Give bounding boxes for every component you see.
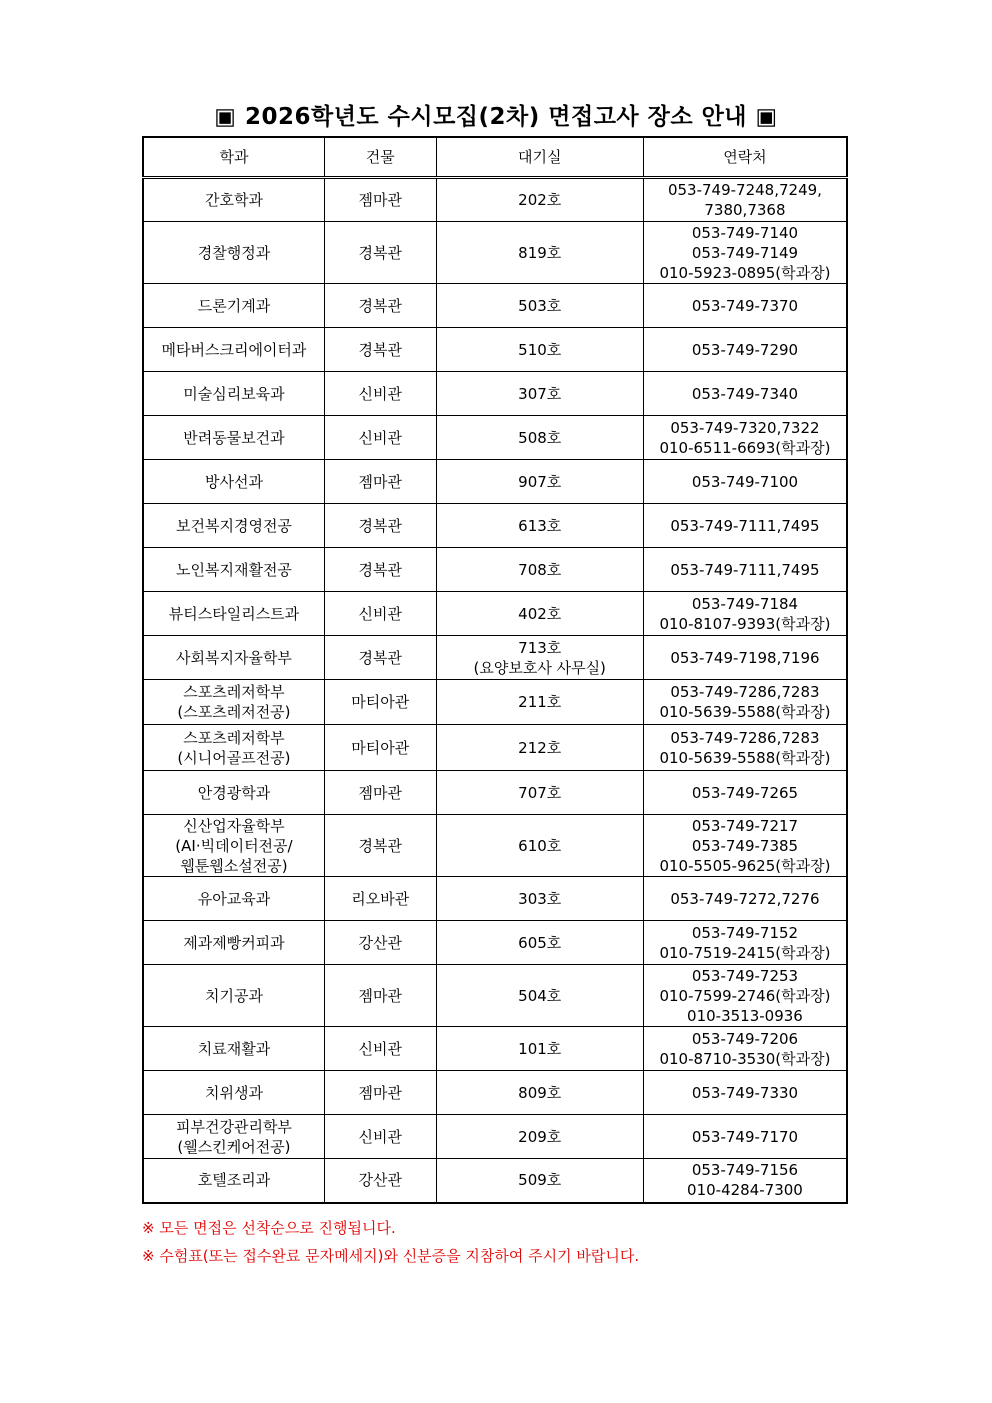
- cell-building: 신비관: [324, 1027, 436, 1071]
- cell-contact: 053-749-7286,7283 010-5639-5588(학과장): [643, 680, 847, 725]
- table-row: [143, 1071, 847, 1115]
- cell-waiting-room: 613호: [436, 504, 643, 548]
- cell-building: 경복관: [324, 636, 436, 680]
- cell-contact: 053-749-7248,7249, 7380,7368: [643, 178, 847, 222]
- cell-building: 경복관: [324, 284, 436, 328]
- cell-department: 노인복지재활전공: [143, 548, 324, 592]
- table-row: [143, 1159, 847, 1203]
- cell-department: 치기공과: [143, 965, 324, 1027]
- cell-waiting-room: 504호: [436, 965, 643, 1027]
- cell-waiting-room: 707호: [436, 771, 643, 815]
- table-row: [143, 921, 847, 965]
- cell-waiting-room: 202호: [436, 178, 643, 222]
- cell-waiting-room: 307호: [436, 372, 643, 416]
- cell-contact: 053-749-7340: [643, 372, 847, 416]
- cell-waiting-room: 605호: [436, 921, 643, 965]
- cell-building: 강산관: [324, 1159, 436, 1203]
- cell-department: 드론기계과: [143, 284, 324, 328]
- cell-building: 신비관: [324, 372, 436, 416]
- cell-waiting-room: 303호: [436, 877, 643, 921]
- table-row: [143, 178, 847, 222]
- cell-building: 젬마관: [324, 460, 436, 504]
- table-header-row: [143, 137, 847, 178]
- page-title: ▣ 2026학년도 수시모집(2차) 면접고사 장소 안내 ▣: [214, 104, 778, 130]
- table-row: [143, 725, 847, 771]
- header-department: 학과: [143, 137, 324, 178]
- cell-department: 안경광학과: [143, 771, 324, 815]
- header-waiting-room: 대기실: [436, 137, 643, 178]
- cell-building: 신비관: [324, 592, 436, 636]
- cell-waiting-room: 809호: [436, 1071, 643, 1115]
- cell-waiting-room: 508호: [436, 416, 643, 460]
- cell-contact: 053-749-7272,7276: [643, 877, 847, 921]
- cell-building: 강산관: [324, 921, 436, 965]
- cell-waiting-room: 402호: [436, 592, 643, 636]
- cell-building: 경복관: [324, 222, 436, 284]
- cell-department: 경찰행정과: [143, 222, 324, 284]
- cell-building: 신비관: [324, 1115, 436, 1159]
- cell-contact: 053-749-7253 010-7599-2746(학과장) 010-3513-0936: [643, 965, 847, 1027]
- table-row: [143, 1027, 847, 1071]
- cell-building: 젬마관: [324, 965, 436, 1027]
- cell-building: 젬마관: [324, 771, 436, 815]
- cell-waiting-room: 509호: [436, 1159, 643, 1203]
- note-bring-id: ※ 수험표(또는 접수완료 문자메세지)와 신분증을 지참하여 주시기 바랍니다.: [142, 1247, 640, 1265]
- header-building: 건물: [324, 137, 436, 178]
- cell-building: 리오바관: [324, 877, 436, 921]
- cell-contact: 053-749-7184 010-8107-9393(학과장): [643, 592, 847, 636]
- cell-waiting-room: 503호: [436, 284, 643, 328]
- cell-contact: 053-749-7100: [643, 460, 847, 504]
- cell-contact: 053-749-7320,7322 010-6511-6693(학과장): [643, 416, 847, 460]
- cell-contact: 053-749-7286,7283 010-5639-5588(학과장): [643, 725, 847, 771]
- cell-department: 치료재활과: [143, 1027, 324, 1071]
- table-row: [143, 284, 847, 328]
- cell-department: 치위생과: [143, 1071, 324, 1115]
- cell-waiting-room: 211호: [436, 680, 643, 725]
- table-row: [143, 965, 847, 1027]
- cell-department: 유아교육과: [143, 877, 324, 921]
- cell-contact: 053-749-7217 053-749-7385 010-5505-9625(학과장): [643, 815, 847, 877]
- cell-waiting-room: 708호: [436, 548, 643, 592]
- table-row: [143, 548, 847, 592]
- cell-contact: 053-749-7111,7495: [643, 548, 847, 592]
- cell-waiting-room: 713호 (요양보호사 사무실): [436, 636, 643, 680]
- table-row: [143, 877, 847, 921]
- cell-department: 보건복지경영전공: [143, 504, 324, 548]
- cell-waiting-room: 610호: [436, 815, 643, 877]
- table-row: [143, 460, 847, 504]
- notes: [142, 1214, 639, 1270]
- cell-contact: 053-749-7206 010-8710-3530(학과장): [643, 1027, 847, 1071]
- cell-department: 반려동물보건과: [143, 416, 324, 460]
- cell-waiting-room: 101호: [436, 1027, 643, 1071]
- cell-contact: 053-749-7156 010-4284-7300: [643, 1159, 847, 1203]
- cell-contact: 053-749-7152 010-7519-2415(학과장): [643, 921, 847, 965]
- cell-building: 경복관: [324, 504, 436, 548]
- header-contact: 연락처: [643, 137, 847, 178]
- cell-waiting-room: 212호: [436, 725, 643, 771]
- table-row: [143, 504, 847, 548]
- cell-waiting-room: 819호: [436, 222, 643, 284]
- cell-contact: 053-749-7370: [643, 284, 847, 328]
- cell-building: 신비관: [324, 416, 436, 460]
- table-row: [143, 771, 847, 815]
- cell-waiting-room: 907호: [436, 460, 643, 504]
- table-row: [143, 372, 847, 416]
- cell-contact: 053-749-7330: [643, 1071, 847, 1115]
- cell-department: 미술심리보육과: [143, 372, 324, 416]
- cell-department: 간호학과: [143, 178, 324, 222]
- cell-department: 스포츠레저학부 (시니어골프전공): [143, 725, 324, 771]
- note-first-come: ※ 모든 면접은 선착순으로 진행됩니다.: [142, 1219, 396, 1237]
- cell-department: 사회복지자율학부: [143, 636, 324, 680]
- cell-contact: 053-749-7170: [643, 1115, 847, 1159]
- cell-building: 마티아관: [324, 680, 436, 725]
- table-row: [143, 636, 847, 680]
- cell-waiting-room: 209호: [436, 1115, 643, 1159]
- cell-building: 경복관: [324, 328, 436, 372]
- cell-department: 신산업자율학부 (AI·빅데이터전공/ 웹툰웹소설전공): [143, 815, 324, 877]
- cell-contact: 053-749-7265: [643, 771, 847, 815]
- cell-department: 피부건강관리학부 (웰스킨케어전공): [143, 1115, 324, 1159]
- interview-location-table: [142, 136, 848, 1204]
- cell-building: 마티아관: [324, 725, 436, 771]
- cell-contact: 053-749-7111,7495: [643, 504, 847, 548]
- table-row: [143, 328, 847, 372]
- table-row: [143, 680, 847, 725]
- cell-department: 메타버스크리에이터과: [143, 328, 324, 372]
- table-row: [143, 416, 847, 460]
- cell-department: 방사선과: [143, 460, 324, 504]
- cell-department: 뷰티스타일리스트과: [143, 592, 324, 636]
- cell-department: 제과제빵커피과: [143, 921, 324, 965]
- cell-building: 경복관: [324, 548, 436, 592]
- cell-waiting-room: 510호: [436, 328, 643, 372]
- cell-building: 젬마관: [324, 178, 436, 222]
- cell-department: 호텔조리과: [143, 1159, 324, 1203]
- table-row: [143, 222, 847, 284]
- table-row: [143, 815, 847, 877]
- cell-department: 스포츠레저학부 (스포츠레저전공): [143, 680, 324, 725]
- cell-building: 경복관: [324, 815, 436, 877]
- cell-contact: 053-749-7290: [643, 328, 847, 372]
- cell-contact: 053-749-7198,7196: [643, 636, 847, 680]
- table-row: [143, 1115, 847, 1159]
- cell-building: 젬마관: [324, 1071, 436, 1115]
- table-row: [143, 592, 847, 636]
- cell-contact: 053-749-7140 053-749-7149 010-5923-0895(학과장): [643, 222, 847, 284]
